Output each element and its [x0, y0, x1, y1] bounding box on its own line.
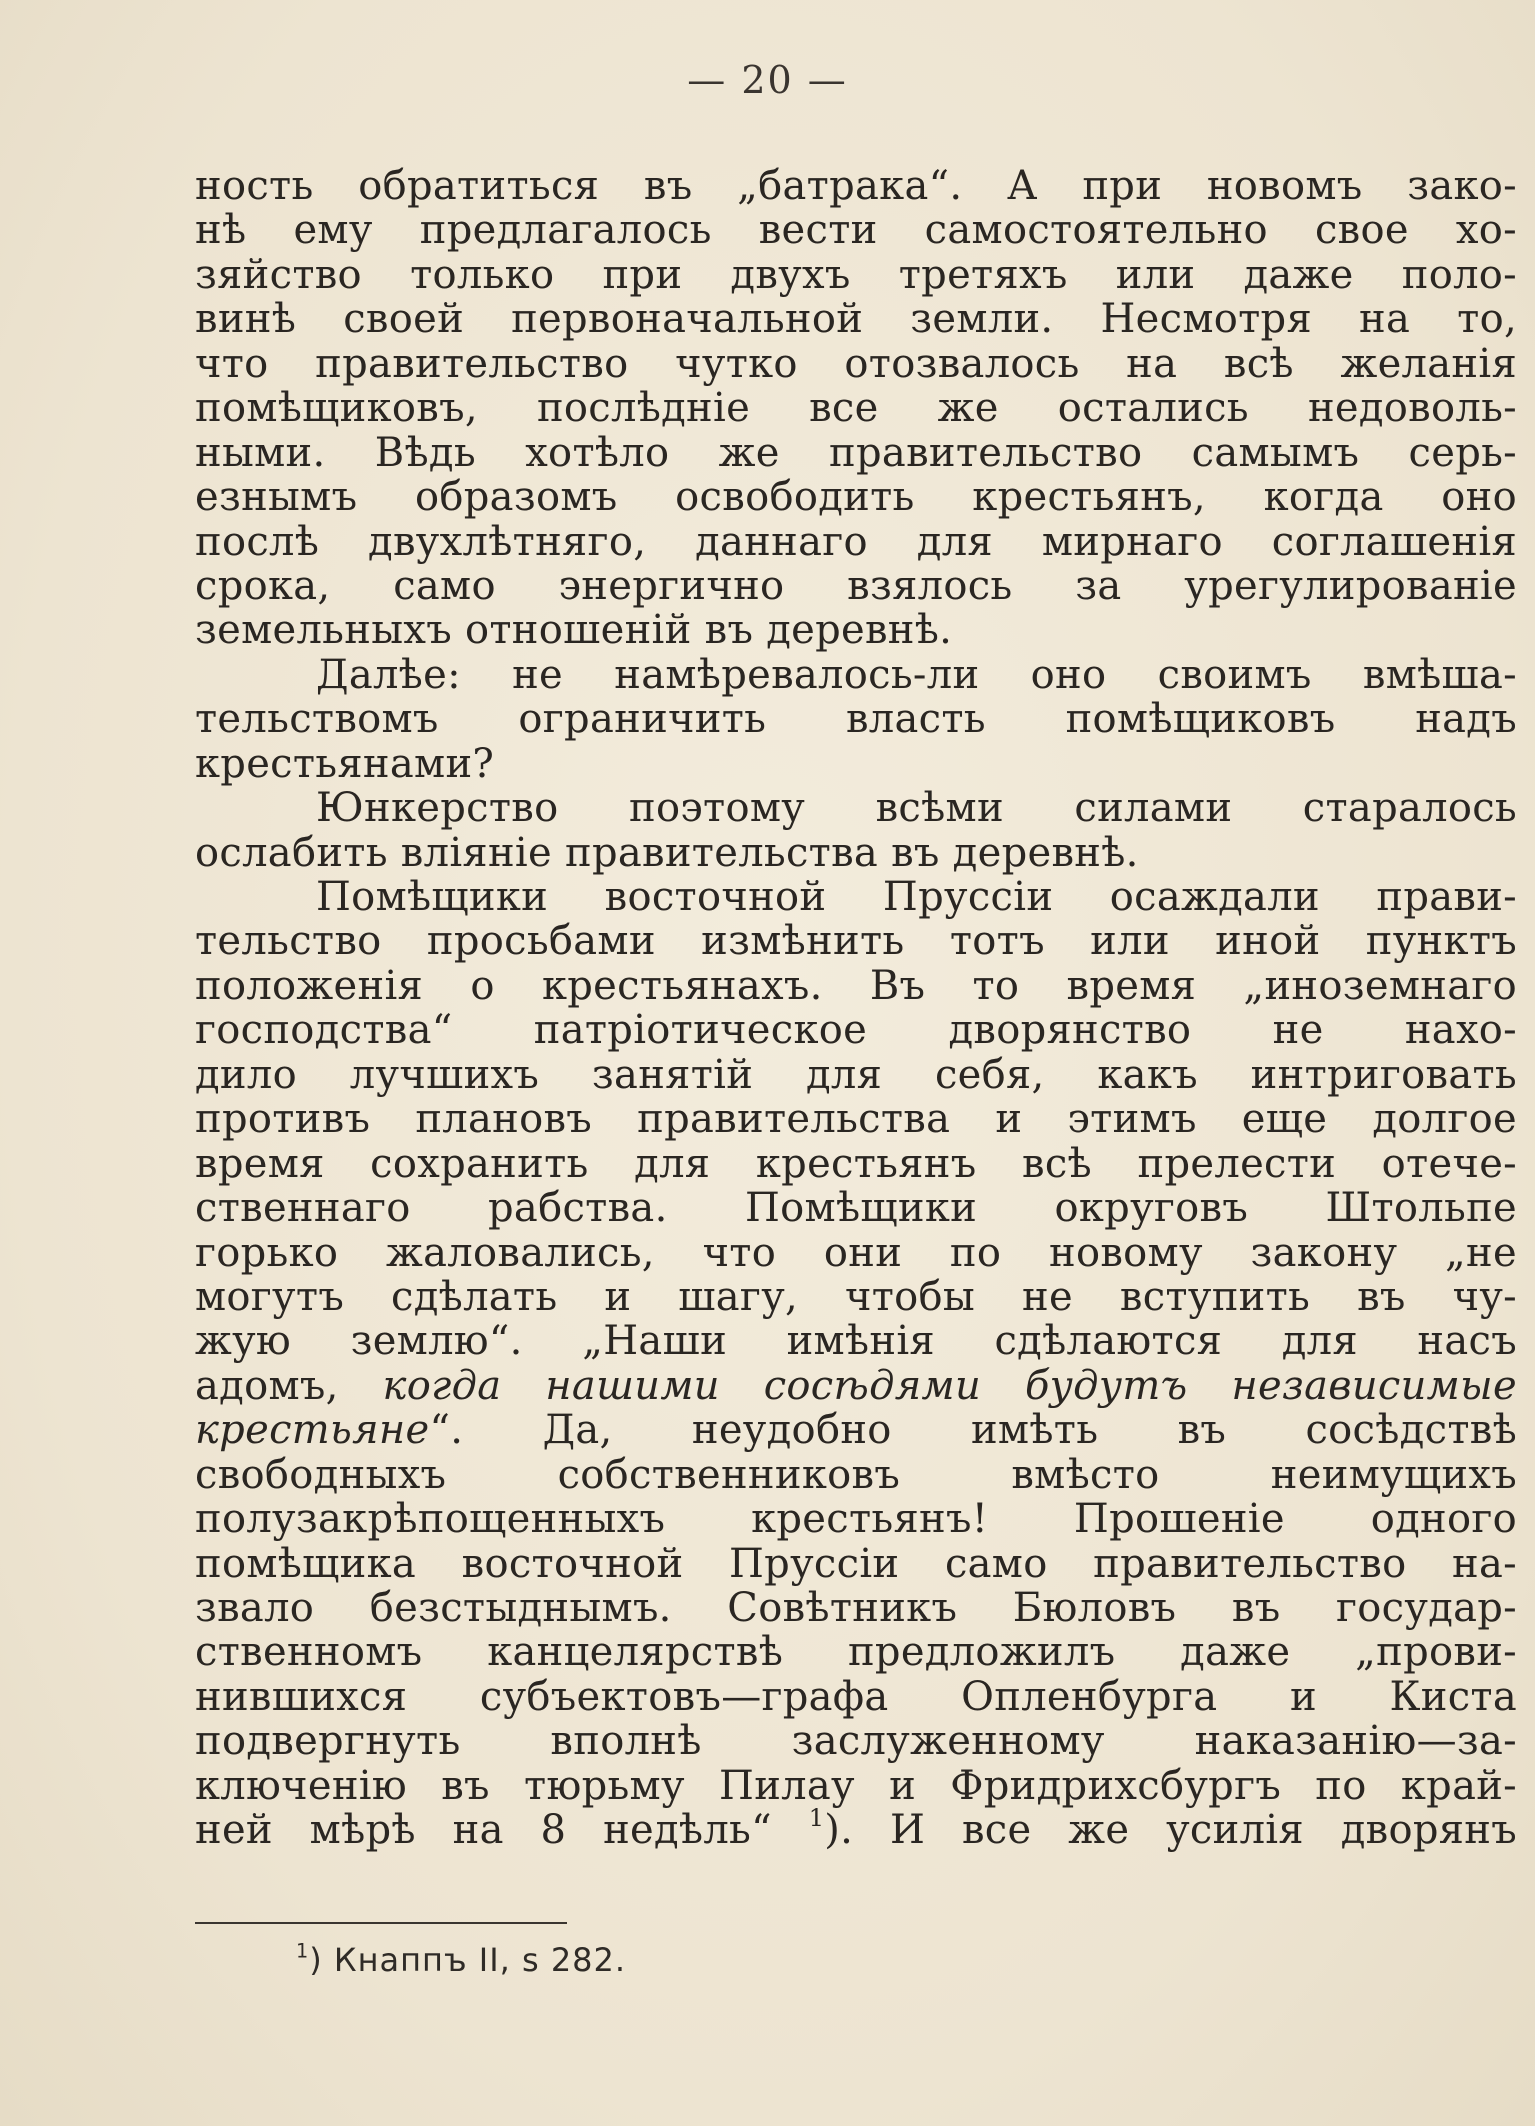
text-line — [195, 742, 1517, 786]
text-line — [195, 1053, 1517, 1097]
line-text: могутъ сдѣлать и шагу, чтобы не вступить въ чу- — [195, 1273, 1517, 1320]
text-line — [195, 1764, 1517, 1808]
line-text: адомъ, — [195, 1362, 383, 1409]
line-text: полузакрѣпощенныхъ крестьянъ! Прошеніе одного — [195, 1496, 1517, 1543]
text-line — [195, 1542, 1517, 1586]
line-text: езнымъ образомъ освободить крестьянъ, когда оно — [195, 474, 1517, 521]
body-text — [195, 164, 1517, 1853]
line-text: ственномъ канцелярствѣ предложилъ даже „прови- — [195, 1629, 1517, 1676]
text-line — [195, 1186, 1517, 1230]
line-text: Юнкерство поэтому всѣми силами старалось — [316, 785, 1517, 832]
line-text: подвергнуть вполнѣ заслуженному наказанію—за- — [195, 1718, 1517, 1765]
line-text: нѣ ему предлагалось вести самостоятельно свое хо- — [195, 207, 1517, 254]
line-text: тельство просьбами измѣнить тотъ или иной пунктъ — [195, 918, 1517, 965]
text-line — [195, 386, 1517, 430]
text-line — [195, 964, 1517, 1008]
line-text: горько жаловались, что они по новому закону „не — [195, 1229, 1517, 1276]
footnote-marker: 1 — [296, 1939, 310, 1963]
line-text: ослабить вліяніе правительства въ деревнѣ. — [195, 829, 1139, 876]
line-text: что правительство чутко отозвалось на всѣ желанія — [195, 340, 1517, 387]
line-text: свободныхъ собственниковъ вмѣсто неимущихъ — [195, 1451, 1517, 1498]
italic-text: крестьяне — [195, 1407, 430, 1454]
text-line — [195, 1008, 1517, 1052]
footnote — [296, 1941, 626, 1979]
text-line — [195, 831, 1517, 875]
page-number: — 20 — — [687, 58, 848, 102]
line-text: ственнаго рабства. Помѣщики округовъ Штольпе — [195, 1185, 1517, 1232]
line-text: нившихся субъектовъ—графа Опленбурга и Киста — [195, 1673, 1517, 1720]
text-line — [195, 208, 1517, 252]
line-text: жую землю“. „Наши имѣнія сдѣлаются для насъ — [195, 1318, 1517, 1365]
text-line — [195, 697, 1517, 741]
line-text: время сохранить для крестьянъ всѣ прелести отече- — [195, 1140, 1517, 1187]
line-text: земельныхъ отношеній въ деревнѣ. — [195, 607, 953, 654]
text-line — [195, 1719, 1517, 1763]
footnote-divider — [195, 1922, 567, 1924]
line-text: ными. Вѣдь хотѣло же правительство самымъ серь- — [195, 429, 1517, 476]
text-line — [195, 1586, 1517, 1630]
footnote-text: ) Кнаппъ II, s 282. — [309, 1941, 627, 1979]
text-line — [195, 786, 1517, 830]
footnote-reference: 1 — [808, 1804, 825, 1833]
line-text: ). И все же усилія дворянъ — [824, 1807, 1517, 1854]
text-line — [195, 1364, 1517, 1408]
text-line — [195, 253, 1517, 297]
line-text: ней мѣрѣ на 8 недѣль“ — [195, 1807, 809, 1854]
text-line — [195, 1142, 1517, 1186]
text-line — [195, 1231, 1517, 1275]
text-line — [195, 653, 1517, 697]
line-text: Помѣщики восточной Пруссіи осаждали прави- — [316, 874, 1517, 920]
line-text: ность обратиться въ „батрака“. А при новомъ зако- — [195, 163, 1517, 209]
line-text: крестьянами? — [195, 740, 495, 787]
line-text: ключенію въ тюрьму Пилау и Фридрихсбургъ по край- — [195, 1762, 1517, 1809]
text-line — [195, 164, 1517, 208]
line-text: винѣ своей первоначальной земли. Несмотря на то, — [195, 296, 1517, 343]
text-line — [195, 342, 1517, 386]
text-line — [195, 1275, 1517, 1319]
text-line — [195, 1675, 1517, 1719]
text-line — [195, 1630, 1517, 1674]
text-line — [195, 564, 1517, 608]
italic-text: когда нашими сосѣдями будутъ независимые — [382, 1362, 1517, 1409]
text-line — [195, 1097, 1517, 1141]
text-line — [195, 475, 1517, 519]
line-text: положенія о крестьянахъ. Въ то время „иноземнаго — [195, 962, 1517, 1009]
line-text: помѣщиковъ, послѣдніе все же остались недоволь- — [195, 385, 1517, 432]
text-line — [195, 1319, 1517, 1363]
line-text: зяйство только при двухъ третяхъ или даже поло- — [195, 251, 1517, 298]
text-line — [195, 875, 1517, 919]
text-line — [195, 608, 1517, 652]
line-text: противъ плановъ правительства и этимъ еще долгое — [195, 1096, 1517, 1143]
line-text: послѣ двухлѣтняго, даннаго для мирнаго соглашенія — [195, 518, 1517, 565]
line-text: срока, само энергично взялось за урегулированіе — [195, 562, 1517, 609]
text-line — [195, 431, 1517, 475]
text-line — [195, 1453, 1517, 1497]
text-line — [195, 1804, 1517, 1854]
text-line — [195, 1408, 1517, 1452]
line-text: “. Да, неудобно имѣть въ сосѣдствѣ — [429, 1407, 1517, 1454]
line-text: тельствомъ ограничить власть помѣщиковъ надъ — [195, 696, 1517, 743]
line-text: дило лучшихъ занятій для себя, какъ интриговать — [195, 1051, 1517, 1098]
text-line — [195, 919, 1517, 963]
line-text: помѣщика восточной Пруссіи само правительство на- — [195, 1540, 1517, 1587]
line-text: господства“ патріотическое дворянство не нахо- — [195, 1007, 1517, 1054]
text-line — [195, 520, 1517, 564]
text-line — [195, 1497, 1517, 1541]
line-text: звало безстыднымъ. Совѣтникъ Бюловъ въ государ- — [195, 1585, 1517, 1631]
line-text: Далѣе: не намѣревалось-ли оно своимъ вмѣша- — [316, 651, 1517, 698]
text-line — [195, 297, 1517, 341]
